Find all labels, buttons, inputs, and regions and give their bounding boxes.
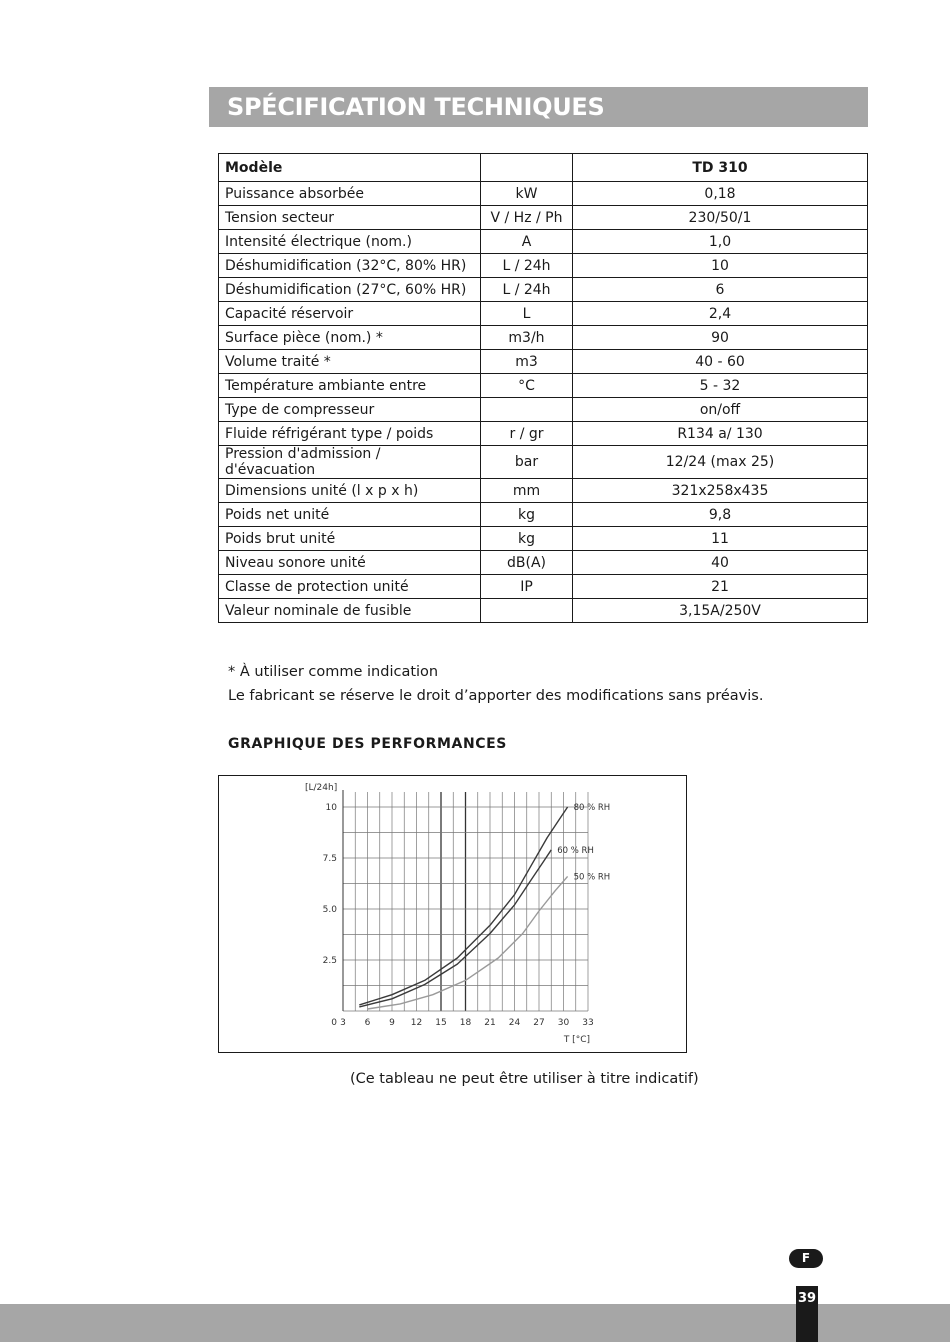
spec-unit-cell: m3 [481,350,573,374]
spec-table-header-row [219,154,868,182]
disclaimer-note: Le fabricant se réserve le droit d’apporter des modifications sans préavis. [228,688,764,704]
spec-label-cell: Tension secteur [219,206,481,230]
spec-unit-cell: L / 24h [481,254,573,278]
spec-value-cell: 12/24 (max 25) [573,446,868,479]
y-tick-label: 2.5 [322,956,337,966]
spec-table [218,153,868,623]
x-tick-label: 33 [582,1018,594,1028]
series-label: 50 % RH [573,872,611,883]
asterisk-note: * À utiliser comme indication [228,664,439,680]
spec-value-cell: 90 [573,326,868,350]
spec-unit-cell: V / Hz / Ph [481,206,573,230]
spec-label-cell: Poids brut unité [219,527,481,551]
performance-chart [218,775,687,1053]
spec-unit-cell: mm [481,479,573,503]
spec-value-cell: 11 [573,527,868,551]
spec-label-cell: Classe de protection unité [219,575,481,599]
spec-unit-cell: kg [481,527,573,551]
series-line [359,807,567,1005]
x-axis-label: T [°C] [563,1035,590,1045]
spec-label-cell: Dimensions unité (l x p x h) [219,479,481,503]
header-cell-model: Modèle [219,154,481,182]
table-row [219,479,868,503]
spec-value-cell: 3,15A/250V [573,599,868,623]
spec-unit-cell: L / 24h [481,278,573,302]
spec-label-cell: Surface pièce (nom.) * [219,326,481,350]
spec-label-cell: Pression d'admission / d'évacuation [219,446,481,479]
spec-label-cell: Valeur nominale de fusible [219,599,481,623]
spec-label-cell: Volume traité * [219,350,481,374]
spec-value-cell: R134 a/ 130 [573,422,868,446]
spec-value-cell: 21 [573,575,868,599]
table-row [219,326,868,350]
x-tick-label: 12 [410,1018,423,1028]
table-row [219,551,868,575]
table-row [219,575,868,599]
page-title: SPÉCIFICATION TECHNIQUES [209,87,868,127]
header-cell-value: TD 310 [573,154,868,182]
x-tick-label: 27 [533,1018,545,1028]
spec-label-cell: Déshumidification (27°C, 60% HR) [219,278,481,302]
spec-unit-cell: IP [481,575,573,599]
x-tick-label: 18 [459,1018,472,1028]
spec-value-cell: 5 - 32 [573,374,868,398]
table-row [219,374,868,398]
spec-label-cell: Intensité électrique (nom.) [219,230,481,254]
table-row [219,350,868,374]
x-tick-label: 3 [340,1018,346,1028]
y-tick-label: 0 [331,1018,337,1028]
table-row [219,254,868,278]
x-tick-label: 21 [484,1018,496,1028]
spec-value-cell: 0,18 [573,182,868,206]
spec-unit-cell [481,599,573,623]
x-tick-label: 6 [364,1018,371,1028]
spec-label-cell: Type de compresseur [219,398,481,422]
spec-value-cell: 40 - 60 [573,350,868,374]
spec-value-cell: 6 [573,278,868,302]
y-tick-label: 7.5 [322,854,337,864]
table-row [219,230,868,254]
y-tick-label: 5.0 [322,905,337,915]
spec-unit-cell: m3/h [481,326,573,350]
table-row [219,206,868,230]
spec-label-cell: Déshumidification (32°C, 80% HR) [219,254,481,278]
spec-label-cell: Fluide réfrigérant type / poids [219,422,481,446]
table-row [219,302,868,326]
language-badge: F [789,1249,823,1268]
table-row [219,446,868,479]
x-tick-label: 15 [435,1018,447,1028]
page-number: 39 [796,1286,818,1342]
spec-label-cell: Niveau sonore unité [219,551,481,575]
table-row [219,527,868,551]
spec-value-cell: 10 [573,254,868,278]
table-row [219,182,868,206]
table-row [219,599,868,623]
spec-unit-cell: dB(A) [481,551,573,575]
series-line [368,876,568,1009]
series-label: 60 % RH [557,845,594,856]
spec-unit-cell: r / gr [481,422,573,446]
spec-unit-cell: kW [481,182,573,206]
spec-unit-cell [481,398,573,422]
table-row [219,278,868,302]
spec-label-cell: Température ambiante entre [219,374,481,398]
table-row [219,503,868,527]
spec-unit-cell: L [481,302,573,326]
spec-value-cell: 230/50/1 [573,206,868,230]
spec-value-cell: 40 [573,551,868,575]
y-tick-label: 10 [325,803,337,813]
series-line [359,850,551,1007]
spec-value-cell: 2,4 [573,302,868,326]
spec-unit-cell: A [481,230,573,254]
spec-unit-cell: °C [481,374,573,398]
header-cell-unit [481,154,573,182]
x-tick-label: 30 [557,1018,570,1028]
chart-caption: (Ce tableau ne peut être utiliser à titre indicatif) [350,1071,699,1087]
x-tick-label: 24 [508,1018,521,1028]
spec-value-cell: 321x258x435 [573,479,868,503]
spec-label-cell: Poids net unité [219,503,481,527]
spec-label-cell: Capacité réservoir [219,302,481,326]
spec-value-cell: 1,0 [573,230,868,254]
spec-unit-cell: bar [481,446,573,479]
y-axis-label: [L/24h] [305,783,338,793]
spec-value-cell: 9,8 [573,503,868,527]
table-row [219,422,868,446]
spec-label-cell: Puissance absorbée [219,182,481,206]
x-tick-label: 9 [389,1018,395,1028]
performance-chart-svg [219,776,685,1051]
section-title: GRAPHIQUE DES PERFORMANCES [228,736,507,752]
table-row [219,398,868,422]
spec-value-cell: on/off [573,398,868,422]
spec-unit-cell: kg [481,503,573,527]
series-label: 80 % RH [573,803,611,813]
